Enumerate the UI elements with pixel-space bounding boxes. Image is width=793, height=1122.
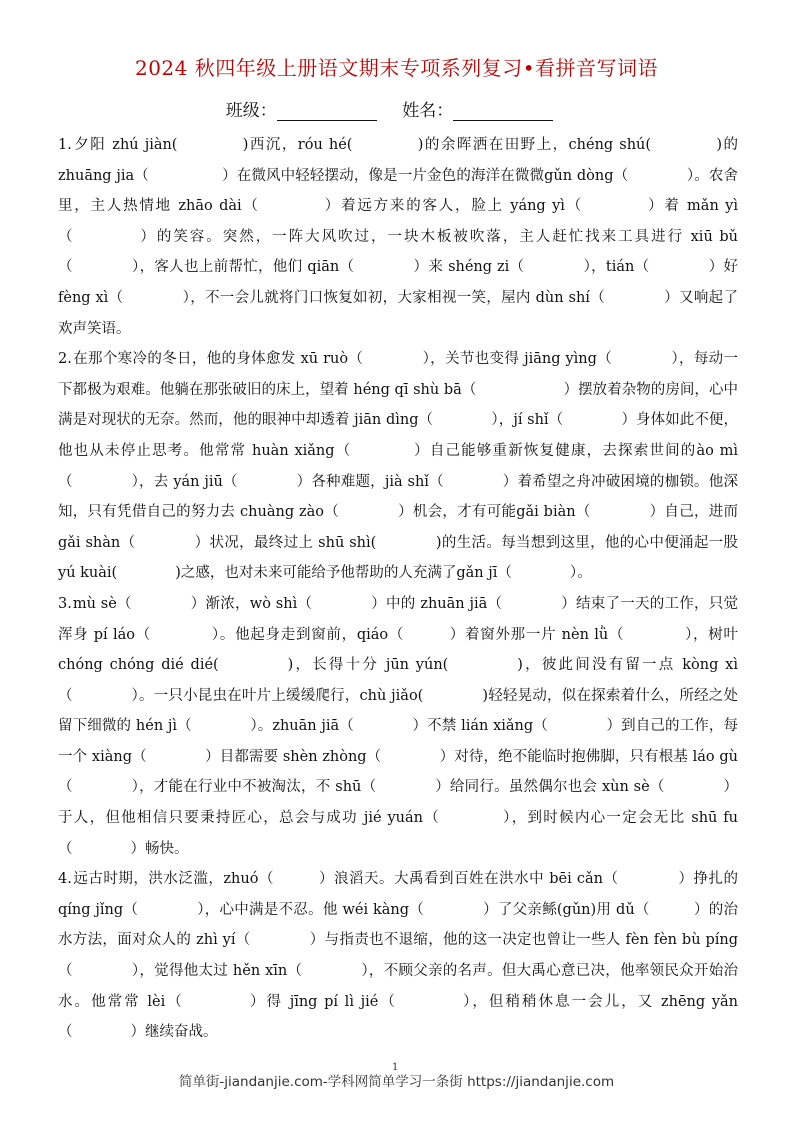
exercise-paragraph-2: [58, 344, 738, 589]
footer-watermark: 简单街-jiandanjie.com-学科网简单学习一条街 https://jiandanjie.com: [178, 1074, 615, 1090]
class-label: 班级：: [225, 101, 277, 121]
exercise-text: 夕阳 zhú jiàn( )西沉，róu hé( )的余晖洒在田野上，chéng shú( )的 zhuāng jia（ ）在微风中轻轻摆动，像是一片金色的海洋在微微gǔn dòng（ ）。农舍里，主人热情地 zhāo dài（ ）着远方来的客人，脸上 yáng yì（ ）着 mǎn yì（ ）的笑容。突然，一阵大风吹过，一块木板被吹落，主人赶忙找来工具进行 xiū bǔ（ ），客人也上前帮忙，他们 qiān（ ）来 shéng zi（ ），tián（ ）好 fèng xì（ ），不一会儿就将门口恢复如初，大家相视一笑，屋内 dùn shí（ ）又响起了欢声笑语。: [58, 137, 738, 337]
exercise-paragraph-1: [58, 130, 738, 344]
name-label: 姓名：: [402, 101, 454, 121]
exercise-text: mù sè（ ）渐浓，wò shì（ ）中的 zhuān jiā（ ）结束了一天的工作，只觉浑身 pí láo（ ）。他起身走到窗前，qiáo（ ）着窗外那一片 nèn lǜ（ ），树叶 chóng chóng dié dié( )，长得十分 jūn yún( )，彼此间没有留一点 kòng xì（ ）。一只小昆虫在叶片上缓缓爬行，chù jiǎo( )轻轻晃动，似在探索着什么，所经之处留下细微的 hén jì（ ）。zhuān jiā（ ）不禁 lián xiǎng（ ）到自己的工作，每一个 xiàng（ ）目都需要 shèn zhòng（ ）对待，绝不能临时抱佛脚，只有根基 láo gù（ ），才能在行业中不被淘汰，不 shū（ ）给同行。虽然偶尔也会 xùn sè（ ）于人，但他相信只要秉持匠心，总会与成功 jié yuán（ ），到时候内心一定会无比 shū fu（ ）畅快。: [58, 595, 738, 857]
exercise-number: 2.: [58, 351, 72, 368]
exercise-paragraph-4: [58, 864, 738, 1048]
exercise-number: 4.: [58, 871, 72, 888]
exercise-number: 1.: [58, 137, 72, 153]
exercise-number: 3.: [58, 595, 72, 612]
page-title: 2024 秋四年级上册语文期末专项系列复习•看拼音写词语: [134, 56, 659, 80]
exercise-content: [58, 130, 738, 1048]
class-blank[interactable]: [277, 104, 377, 121]
student-info-line: [0, 96, 793, 121]
exercise-paragraph-3: [58, 589, 738, 864]
exercise-text: 在那个寒冷的冬日，他的身体愈发 xū ruò（ ），关节也变得 jiāng yìng（ ），每动一下都极为艰难。他躺在那张破旧的床上，望着 héng qī shù bā（ ）摆放着杂物的房间，心中满是对现状的无奈。然而，他的眼神中却透着 jiān dìng（ ），jí shǐ（ ）身体如此不便，他也从未停止思考。他常常 huàn xiǎng（ ）自己能够重新恢复健康，去探索世间的ào mì（ ），去 yán jiū（ ）各种难题，jià shǐ（ ）着希望之舟冲破困境的枷锁。他深知，只有凭借自己的努力去 chuàng zào（ ）机会，才有可能gǎi biàn（ ）自己，进而gǎi shàn（ ）状况，最终过上 shū shì( )的生活。每当想到这里，他的心中便涌起一股 yú kuài( )之感，也对未来可能给予他帮助的人充满了gǎn jī（ ）。: [58, 351, 738, 582]
exercise-text: 远古时期，洪水泛滥，zhuó（ ）浪滔天。大禹看到百姓在洪水中 bēi cǎn（ ）挣扎的 qíng jǐng（ ），心中满是不忍。他 wéi kàng（ ）了父亲鲧(gǔn)用 dǔ（ ）的治水方法，面对众人的 zhì yí（ ）与指责也不退缩，他的这一决定也曾让一些人 fèn fèn bù píng（ ），觉得他太过 hěn xīn（ ），不顾父亲的名声。但大禹心意已决，他率领民众开始治水。他常常 lèi（ ）得 jīng pí lì jié（ ），但稍稍休息一会儿，又 zhēng yǎn（ ）继续奋战。: [58, 871, 738, 1041]
page-number: 1: [392, 1062, 399, 1073]
name-blank[interactable]: [453, 104, 553, 121]
